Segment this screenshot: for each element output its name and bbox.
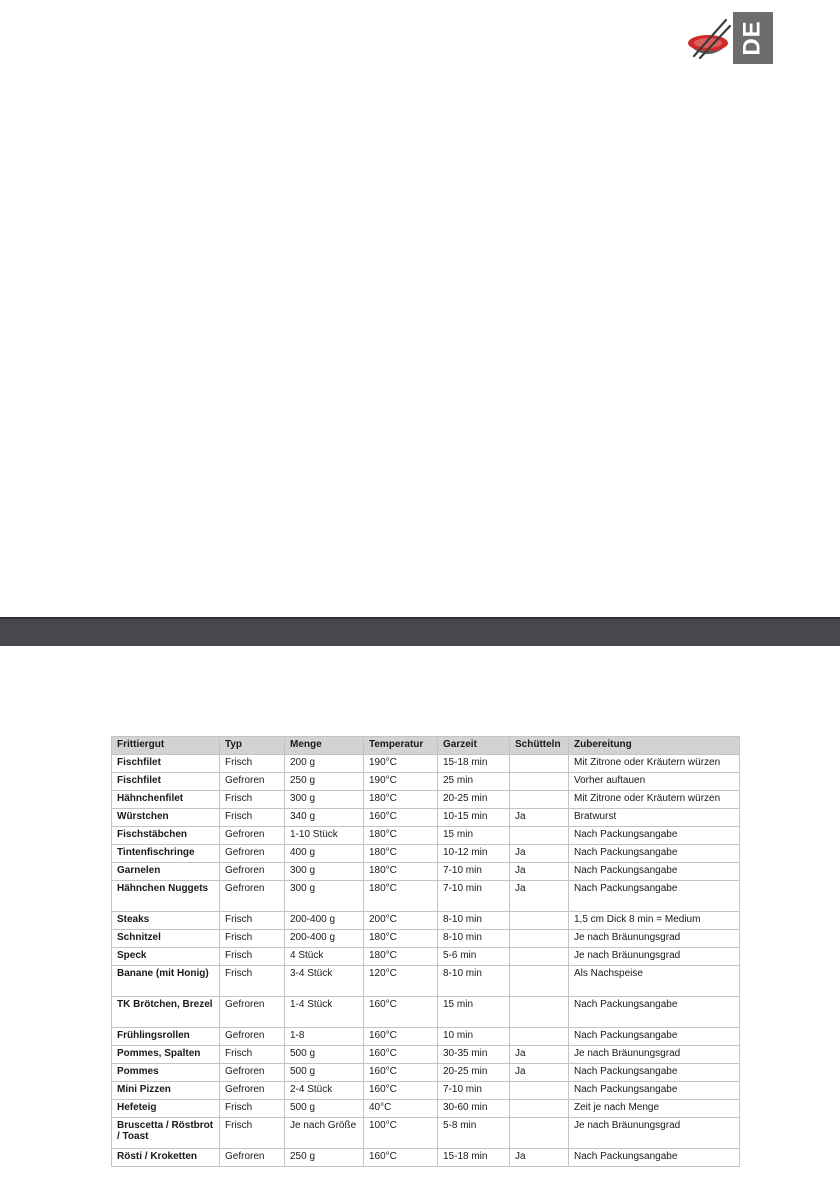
- table-cell: 500 g: [285, 1100, 364, 1118]
- table-cell: 160°C: [364, 1028, 438, 1046]
- table-cell: 180°C: [364, 827, 438, 845]
- table-cell: [510, 1028, 569, 1046]
- table-cell: Frisch: [220, 809, 285, 827]
- table-cell: 5-8 min: [438, 1118, 510, 1149]
- table-cell: Ja: [510, 1046, 569, 1064]
- table-cell: 200-400 g: [285, 930, 364, 948]
- table-cell: 10-12 min: [438, 845, 510, 863]
- table-cell: Gefroren: [220, 827, 285, 845]
- table-cell: TK Brötchen, Brezel: [112, 997, 220, 1028]
- table-cell: 160°C: [364, 997, 438, 1028]
- table-cell: Hähnchen Nuggets: [112, 881, 220, 912]
- table-row: [112, 912, 740, 930]
- table-cell: Steaks: [112, 912, 220, 930]
- table-cell: 160°C: [364, 1149, 438, 1167]
- table-cell: 5-6 min: [438, 948, 510, 966]
- cooking-table: [111, 736, 739, 1167]
- table-cell: Würstchen: [112, 809, 220, 827]
- table-cell: 8-10 min: [438, 912, 510, 930]
- table-cell: Schnitzel: [112, 930, 220, 948]
- table-row: [112, 1046, 740, 1064]
- table-cell: 160°C: [364, 809, 438, 827]
- table-cell: Gefroren: [220, 1149, 285, 1167]
- table-cell: Mit Zitrone oder Kräutern würzen: [569, 791, 740, 809]
- table-cell: Ja: [510, 1064, 569, 1082]
- table-cell: 180°C: [364, 791, 438, 809]
- table-cell: 180°C: [364, 948, 438, 966]
- table-cell: 100°C: [364, 1118, 438, 1149]
- table-cell: 15 min: [438, 827, 510, 845]
- table-cell: 190°C: [364, 773, 438, 791]
- table-cell: 300 g: [285, 881, 364, 912]
- table-cell: Frisch: [220, 1118, 285, 1149]
- table-cell: Frühlingsrollen: [112, 1028, 220, 1046]
- table-cell: Pommes: [112, 1064, 220, 1082]
- column-header: Temperatur: [364, 737, 438, 755]
- section-bar: [0, 617, 840, 646]
- table-cell: Als Nachspeise: [569, 966, 740, 997]
- table-cell: Speck: [112, 948, 220, 966]
- table-cell: Bruscetta / Röstbrot / Toast: [112, 1118, 220, 1149]
- table-cell: 1-8: [285, 1028, 364, 1046]
- table-row: [112, 948, 740, 966]
- table-cell: Fischstäbchen: [112, 827, 220, 845]
- table-cell: Gefroren: [220, 1082, 285, 1100]
- table-row: [112, 966, 740, 997]
- table-cell: 4 Stück: [285, 948, 364, 966]
- table-row: [112, 809, 740, 827]
- table-cell: 200-400 g: [285, 912, 364, 930]
- table-cell: 30-35 min: [438, 1046, 510, 1064]
- table-cell: 200°C: [364, 912, 438, 930]
- table-cell: Gefroren: [220, 773, 285, 791]
- column-header: Zubereitung: [569, 737, 740, 755]
- table-cell: Bratwurst: [569, 809, 740, 827]
- table-cell: [510, 755, 569, 773]
- table-cell: 3-4 Stück: [285, 966, 364, 997]
- table-cell: Nach Packungsangabe: [569, 997, 740, 1028]
- table-row: [112, 773, 740, 791]
- column-header: Frittiergut: [112, 737, 220, 755]
- table-cell: Pommes, Spalten: [112, 1046, 220, 1064]
- table-cell: 7-10 min: [438, 863, 510, 881]
- table-cell: Frisch: [220, 1100, 285, 1118]
- table-cell: 30-60 min: [438, 1100, 510, 1118]
- table-cell: 160°C: [364, 1064, 438, 1082]
- table-row: [112, 930, 740, 948]
- column-header: Schütteln: [510, 737, 569, 755]
- column-header: Garzeit: [438, 737, 510, 755]
- language-tab: [733, 12, 773, 64]
- table-cell: [510, 948, 569, 966]
- table-cell: Gefroren: [220, 863, 285, 881]
- table-cell: 7-10 min: [438, 881, 510, 912]
- table-cell: Gefroren: [220, 1064, 285, 1082]
- table-cell: Vorher auftauen: [569, 773, 740, 791]
- table-cell: 15-18 min: [438, 755, 510, 773]
- table-cell: Frisch: [220, 755, 285, 773]
- table-row: [112, 863, 740, 881]
- table-cell: 250 g: [285, 773, 364, 791]
- table-row: [112, 881, 740, 912]
- table-cell: Je nach Größe: [285, 1118, 364, 1149]
- table-cell: 180°C: [364, 881, 438, 912]
- table-cell: Garnelen: [112, 863, 220, 881]
- table-cell: Ja: [510, 809, 569, 827]
- table-cell: 500 g: [285, 1064, 364, 1082]
- table-cell: Gefroren: [220, 1028, 285, 1046]
- table-cell: 2-4 Stück: [285, 1082, 364, 1100]
- table-row: [112, 1082, 740, 1100]
- table-cell: Gefroren: [220, 881, 285, 912]
- table-cell: Je nach Bräunungsgrad: [569, 930, 740, 948]
- table-cell: Banane (mit Honig): [112, 966, 220, 997]
- table-cell: 1,5 cm Dick 8 min = Medium: [569, 912, 740, 930]
- table-cell: Frisch: [220, 791, 285, 809]
- table-body: [112, 755, 740, 1167]
- table-cell: Mit Zitrone oder Kräutern würzen: [569, 755, 740, 773]
- table-cell: 15-18 min: [438, 1149, 510, 1167]
- table-row: [112, 755, 740, 773]
- table-cell: Nach Packungsangabe: [569, 1064, 740, 1082]
- table-cell: [510, 930, 569, 948]
- table-row: [112, 845, 740, 863]
- table-cell: 20-25 min: [438, 1064, 510, 1082]
- table-cell: 120°C: [364, 966, 438, 997]
- table-cell: 15 min: [438, 997, 510, 1028]
- table-cell: [510, 997, 569, 1028]
- table-cell: 10 min: [438, 1028, 510, 1046]
- table-cell: Fischfilet: [112, 755, 220, 773]
- table-cell: [510, 791, 569, 809]
- wok-chopsticks-logo-icon: [684, 16, 732, 66]
- table-row: [112, 1100, 740, 1118]
- table-cell: 500 g: [285, 1046, 364, 1064]
- table-cell: 1-4 Stück: [285, 997, 364, 1028]
- table-cell: 200 g: [285, 755, 364, 773]
- table-row: [112, 791, 740, 809]
- table-cell: Nach Packungsangabe: [569, 1082, 740, 1100]
- table-cell: 1-10 Stück: [285, 827, 364, 845]
- table-cell: 160°C: [364, 1082, 438, 1100]
- table-cell: [510, 773, 569, 791]
- table-row: [112, 1149, 740, 1167]
- table-cell: Je nach Bräunungsgrad: [569, 1118, 740, 1149]
- table-cell: Ja: [510, 881, 569, 912]
- table-cell: Tintenfischringe: [112, 845, 220, 863]
- table-cell: Je nach Bräunungsgrad: [569, 1046, 740, 1064]
- table-cell: [510, 1082, 569, 1100]
- table-row: [112, 1028, 740, 1046]
- table-cell: Nach Packungsangabe: [569, 1149, 740, 1167]
- table-cell: 300 g: [285, 863, 364, 881]
- table-cell: Frisch: [220, 930, 285, 948]
- table-cell: 7-10 min: [438, 1082, 510, 1100]
- table-cell: Ja: [510, 863, 569, 881]
- table-cell: 340 g: [285, 809, 364, 827]
- table-cell: 25 min: [438, 773, 510, 791]
- column-header: Menge: [285, 737, 364, 755]
- table-cell: 180°C: [364, 930, 438, 948]
- table-cell: 8-10 min: [438, 966, 510, 997]
- table-cell: 180°C: [364, 863, 438, 881]
- table-cell: Nach Packungsangabe: [569, 845, 740, 863]
- table-cell: 250 g: [285, 1149, 364, 1167]
- table-cell: 300 g: [285, 791, 364, 809]
- table-row: [112, 827, 740, 845]
- table-cell: Nach Packungsangabe: [569, 827, 740, 845]
- table-cell: Nach Packungsangabe: [569, 863, 740, 881]
- table-cell: 400 g: [285, 845, 364, 863]
- table-cell: 180°C: [364, 845, 438, 863]
- table-cell: 10-15 min: [438, 809, 510, 827]
- table-row: [112, 1118, 740, 1149]
- table-row: [112, 1064, 740, 1082]
- table-cell: Mini Pizzen: [112, 1082, 220, 1100]
- table-cell: 190°C: [364, 755, 438, 773]
- table-header-row: [112, 737, 740, 755]
- table-cell: Nach Packungsangabe: [569, 881, 740, 912]
- table-cell: Frisch: [220, 912, 285, 930]
- table-cell: Hefeteig: [112, 1100, 220, 1118]
- table-cell: 160°C: [364, 1046, 438, 1064]
- language-code: DE: [739, 20, 766, 56]
- table-cell: 40°C: [364, 1100, 438, 1118]
- table-cell: Frisch: [220, 966, 285, 997]
- column-header: Typ: [220, 737, 285, 755]
- table-cell: Je nach Bräunungsgrad: [569, 948, 740, 966]
- table-cell: Nach Packungsangabe: [569, 1028, 740, 1046]
- table-cell: 20-25 min: [438, 791, 510, 809]
- table-cell: [510, 912, 569, 930]
- table-cell: Hähnchenfilet: [112, 791, 220, 809]
- table-row: [112, 997, 740, 1028]
- table-cell: Ja: [510, 1149, 569, 1167]
- table-cell: [510, 1118, 569, 1149]
- table-cell: [510, 827, 569, 845]
- table-cell: Ja: [510, 845, 569, 863]
- table-cell: Zeit je nach Menge: [569, 1100, 740, 1118]
- table-cell: 8-10 min: [438, 930, 510, 948]
- table-cell: Rösti / Kroketten: [112, 1149, 220, 1167]
- table-cell: Gefroren: [220, 997, 285, 1028]
- table-cell: [510, 1100, 569, 1118]
- table-cell: Fischfilet: [112, 773, 220, 791]
- table-cell: Frisch: [220, 1046, 285, 1064]
- table-cell: Frisch: [220, 948, 285, 966]
- table-cell: [510, 966, 569, 997]
- table-cell: Gefroren: [220, 845, 285, 863]
